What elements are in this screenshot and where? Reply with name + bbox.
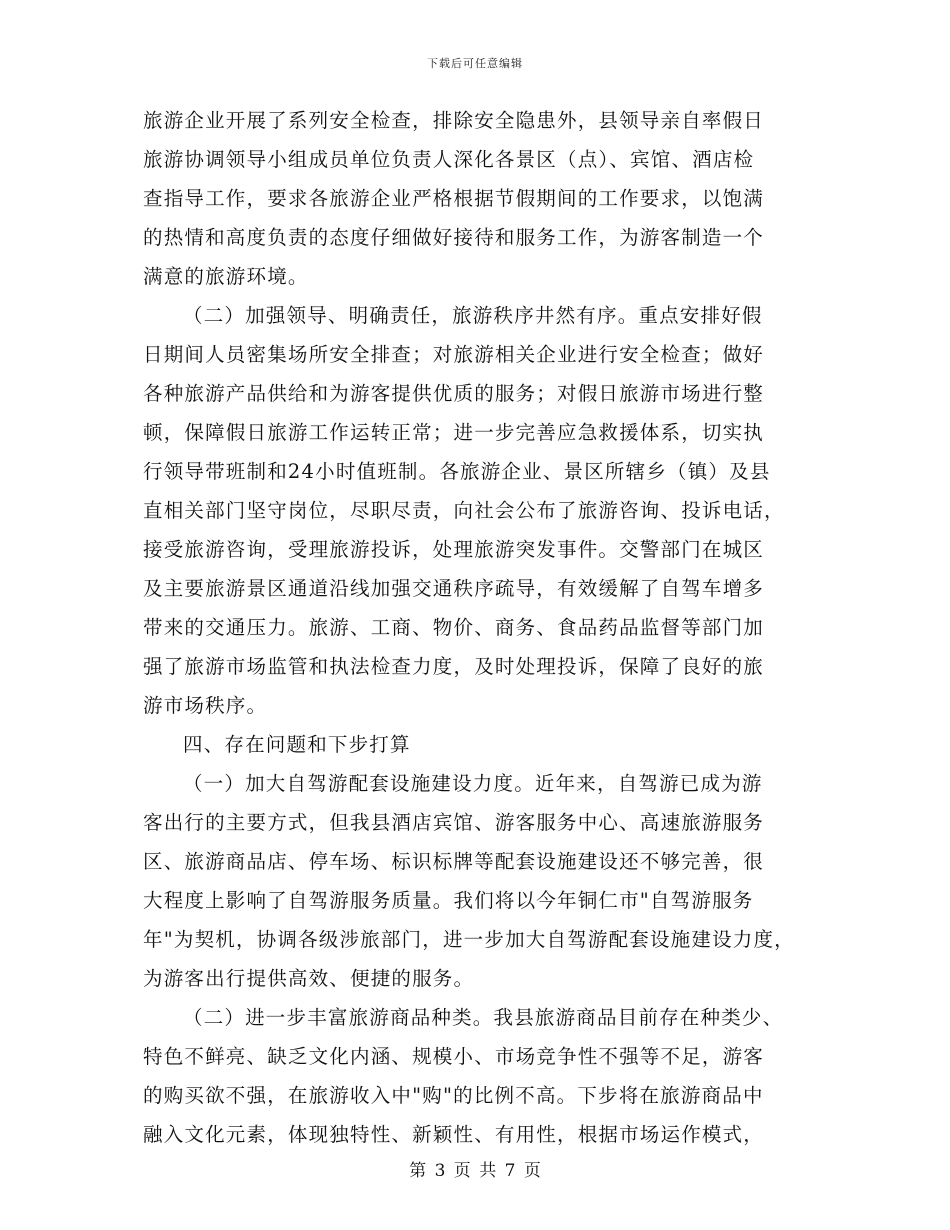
text-line-5: 满意的旅游环境。	[143, 265, 309, 288]
text-line-7: 日期间人员密集场所安全排查；对旅游相关企业进行安全检查；做好	[143, 343, 765, 366]
text-line-23: 为游客出行提供高效、便捷的服务。	[143, 967, 475, 990]
text-line-2: 旅游协调领导小组成员单位负责人深化各景区（点）、宾馆、酒店检	[143, 148, 755, 171]
text-line-25: 特色不鲜亮、缺乏文化内涵、规模小、市场竞争性不强等不足，游客	[143, 1045, 765, 1068]
page-header: 下载后可任意编辑	[427, 57, 523, 70]
text-line-12: 接受旅游咨询，受理旅游投诉，处理旅游突发事件。交警部门在城区	[143, 538, 765, 561]
text-line-10: 行领导带班制和24小时值班制。各旅游企业、景区所辖乡（镇）及县	[143, 460, 771, 483]
text-line-9: 顿，保障假日旅游工作运转正常；进一步完善应急救援体系，切实执	[143, 421, 765, 444]
section-heading: 四、存在问题和下步打算	[183, 733, 411, 756]
text-line-11: 直相关部门坚守岗位，尽职尽责，向社会公布了旅游咨询、投诉电话，	[143, 499, 785, 522]
text-line-15: 强了旅游市场监管和执法检查力度，及时处理投诉，保障了良好的旅	[143, 655, 765, 678]
page-number: 第 3 页 共 7 页	[409, 1161, 541, 1181]
text-line-14: 带来的交通压力。旅游、工商、物价、商务、食品药品监督等部门加	[143, 616, 765, 639]
text-line-16: 游市场秩序。	[143, 694, 268, 717]
text-line-22: 年"为契机，协调各级涉旅部门，进一步加大自驾游配套设施建设力度，	[143, 928, 795, 951]
text-line-26: 的购买欲不强，在旅游收入中"购"的比例不高。下步将在旅游商品中	[143, 1084, 764, 1107]
text-line-19: 客出行的主要方式，但我县酒店宾馆、游客服务中心、高速旅游服务	[143, 811, 765, 834]
text-line-1: 旅游企业开展了系列安全检查，排除安全隐患外，县领导亲自率假日	[143, 109, 765, 132]
text-line-13: 及主要旅游景区通道沿线加强交通秩序疏导，有效缓解了自驾车增多	[143, 577, 765, 600]
text-line-27: 融入文化元素，体现独特性、新颖性、有用性，根据市场运作模式，	[143, 1123, 765, 1146]
text-line-3: 查指导工作，要求各旅游企业严格根据节假期间的工作要求，以饱满	[143, 187, 765, 210]
text-line-4: 的热情和高度负责的态度仔细做好接待和服务工作，为游客制造一个	[143, 226, 765, 249]
text-line-24: （二）进一步丰富旅游商品种类。我县旅游商品目前存在种类少、	[183, 1006, 784, 1029]
text-line-21: 大程度上影响了自驾游服务质量。我们将以今年铜仁市"自驾游服务	[143, 889, 754, 912]
text-line-8: 各种旅游产品供给和为游客提供优质的服务；对假日旅游市场进行整	[143, 382, 765, 405]
text-line-20: 区、旅游商品店、停车场、标识标牌等配套设施建设还不够完善，很	[143, 850, 765, 873]
text-line-6: （二）加强领导、明确责任，旅游秩序井然有序。重点安排好假	[183, 304, 763, 327]
document-body	[143, 101, 823, 1154]
text-line-18: （一）加大自驾游配套设施建设力度。近年来，自驾游已成为游	[183, 772, 763, 795]
